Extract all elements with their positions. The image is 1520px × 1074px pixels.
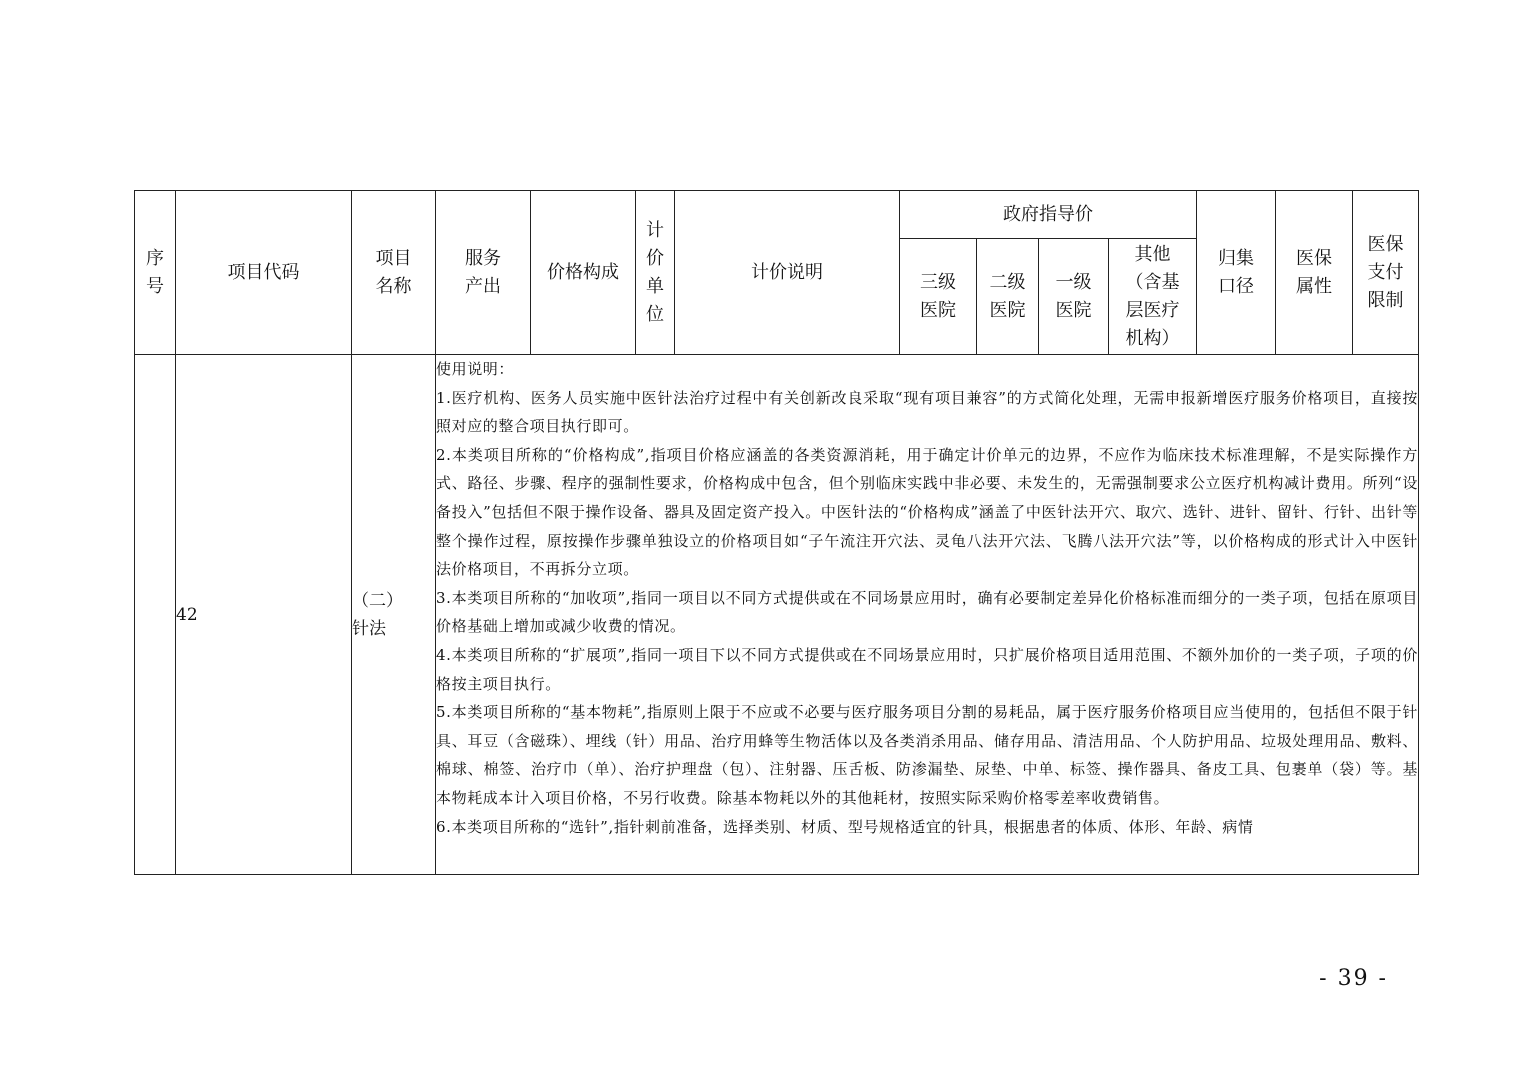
page-number: - 39 - [1319, 966, 1388, 991]
header-name-label: 项目 名称 [375, 247, 412, 297]
cell-seq [135, 355, 176, 875]
cell-notes [436, 355, 1419, 875]
header-output [436, 191, 531, 355]
header-pricing-notes [675, 191, 900, 355]
header-unit-label: 计 价 单 位 [646, 219, 664, 325]
cell-code: 42 [176, 355, 352, 875]
header-tier2-label: 二级 医院 [989, 271, 1026, 321]
notes-item-4: 4.本类项目所称的“扩展项”,指同一项目下以不同方式提供或在不同场景应用时，只扩展价格项目适用范围、不额外加价的一类子项，子项的价格按主项目执行。 [436, 645, 1418, 693]
notes-item-2: 2.本类项目所称的“价格构成”,指项目价格应涵盖的各类资源消耗，用于确定计价单元的边界，不应作为临床技术标准理解，不是实际操作方式、路径、步骤、程序的强制性要求，价格构成中包含，但个别临床实践中非必要、未发生的，无需强制要求公立医疗机构减计费用。所列“设备投入”包括但不限于操作设备、器具及固定资产投入。中医针法的“价格构成”涵盖了中医针法开穴、取穴、选针、进针、留针、行针、出针等整个操作过程，原按操作步骤单独设立的价格项目如“子午流注开穴法、灵龟八法开穴法、飞腾八法开穴法”等，以价格构成的形式计入中医针法价格项目，不再拆分立项。 [436, 445, 1418, 579]
notes-item-5: 5.本类项目所称的“基本物耗”,指原则上限于不应或不必要与医疗服务项目分割的易耗品，属于医疗服务价格项目应当使用的，包括但不限于针具、耳豆（含磁珠）、埋线（针）用品、治疗用蜂等生物活体以及各类消杀用品、储存用品、清洁用品、个人防护用品、垃圾处理用品、敷料、棉球、棉签、治疗巾（单）、治疗护理盘（包）、注射器、压舌板、防渗漏垫、尿垫、中单、标签、操作器具、备皮工具、包裹单（袋）等。基本物耗成本计入项目价格，不另行收费。除基本物耗以外的其他耗材，按照实际采购价格零差率收费销售。 [436, 703, 1418, 807]
header-insurance-attr-label: 医保 属性 [1296, 247, 1332, 297]
header-price-composition [531, 191, 636, 355]
header-gov-price [900, 191, 1197, 239]
header-unit [636, 191, 675, 355]
header-other-label: 其他 （含基 层医疗 机构） [1125, 243, 1180, 349]
header-code [176, 191, 352, 355]
header-caliber-label: 归集 口径 [1218, 247, 1254, 297]
header-caliber [1197, 191, 1276, 355]
header-tier3-label: 三级 医院 [920, 271, 956, 321]
header-name [352, 191, 436, 355]
header-other [1109, 239, 1197, 355]
notes-body [436, 355, 1418, 871]
header-tier3 [900, 239, 977, 355]
header-insurance-limit [1353, 191, 1419, 355]
header-tier2 [977, 239, 1039, 355]
cell-name-label: （二） 针法 [352, 590, 403, 639]
price-table [134, 190, 1419, 875]
notes-item-6: 6.本类项目所称的“选针”,指针刺前准备，选择类别、材质、型号规格适宜的针具，根据患者的体质、体形、年龄、病情 [436, 817, 1254, 836]
header-pricing-notes-label: 计价说明 [751, 261, 823, 283]
notes-title: 使用说明： [436, 360, 515, 378]
header-code-label: 项目代码 [227, 261, 300, 283]
header-tier1 [1039, 239, 1109, 355]
header-gov-price-label: 政府指导价 [1003, 203, 1093, 225]
header-output-label: 服务 产出 [465, 247, 501, 297]
header-insurance-attr [1276, 191, 1353, 355]
header-insurance-limit-label: 医保 支付 限制 [1367, 233, 1404, 311]
header-row-1 [135, 191, 1419, 239]
cell-name [352, 355, 436, 875]
header-price-composition-label: 价格构成 [547, 261, 619, 283]
header-seq [135, 191, 176, 355]
table-row [135, 355, 1419, 875]
header-seq-label: 序 号 [146, 247, 164, 297]
header-tier1-label: 一级 医院 [1055, 271, 1092, 321]
notes-item-1: 1.医疗机构、医务人员实施中医针法治疗过程中有关创新改良采取“现有项目兼容”的方式简化处理，无需申报新增医疗服务价格项目，直接按照对应的整合项目执行即可。 [436, 388, 1418, 436]
notes-item-3: 3.本类项目所称的“加收项”,指同一项目以不同方式提供或在不同场景应用时，确有必要制定差异化价格标准而细分的一类子项，包括在原项目价格基础上增加或减少收费的情况。 [436, 588, 1418, 636]
